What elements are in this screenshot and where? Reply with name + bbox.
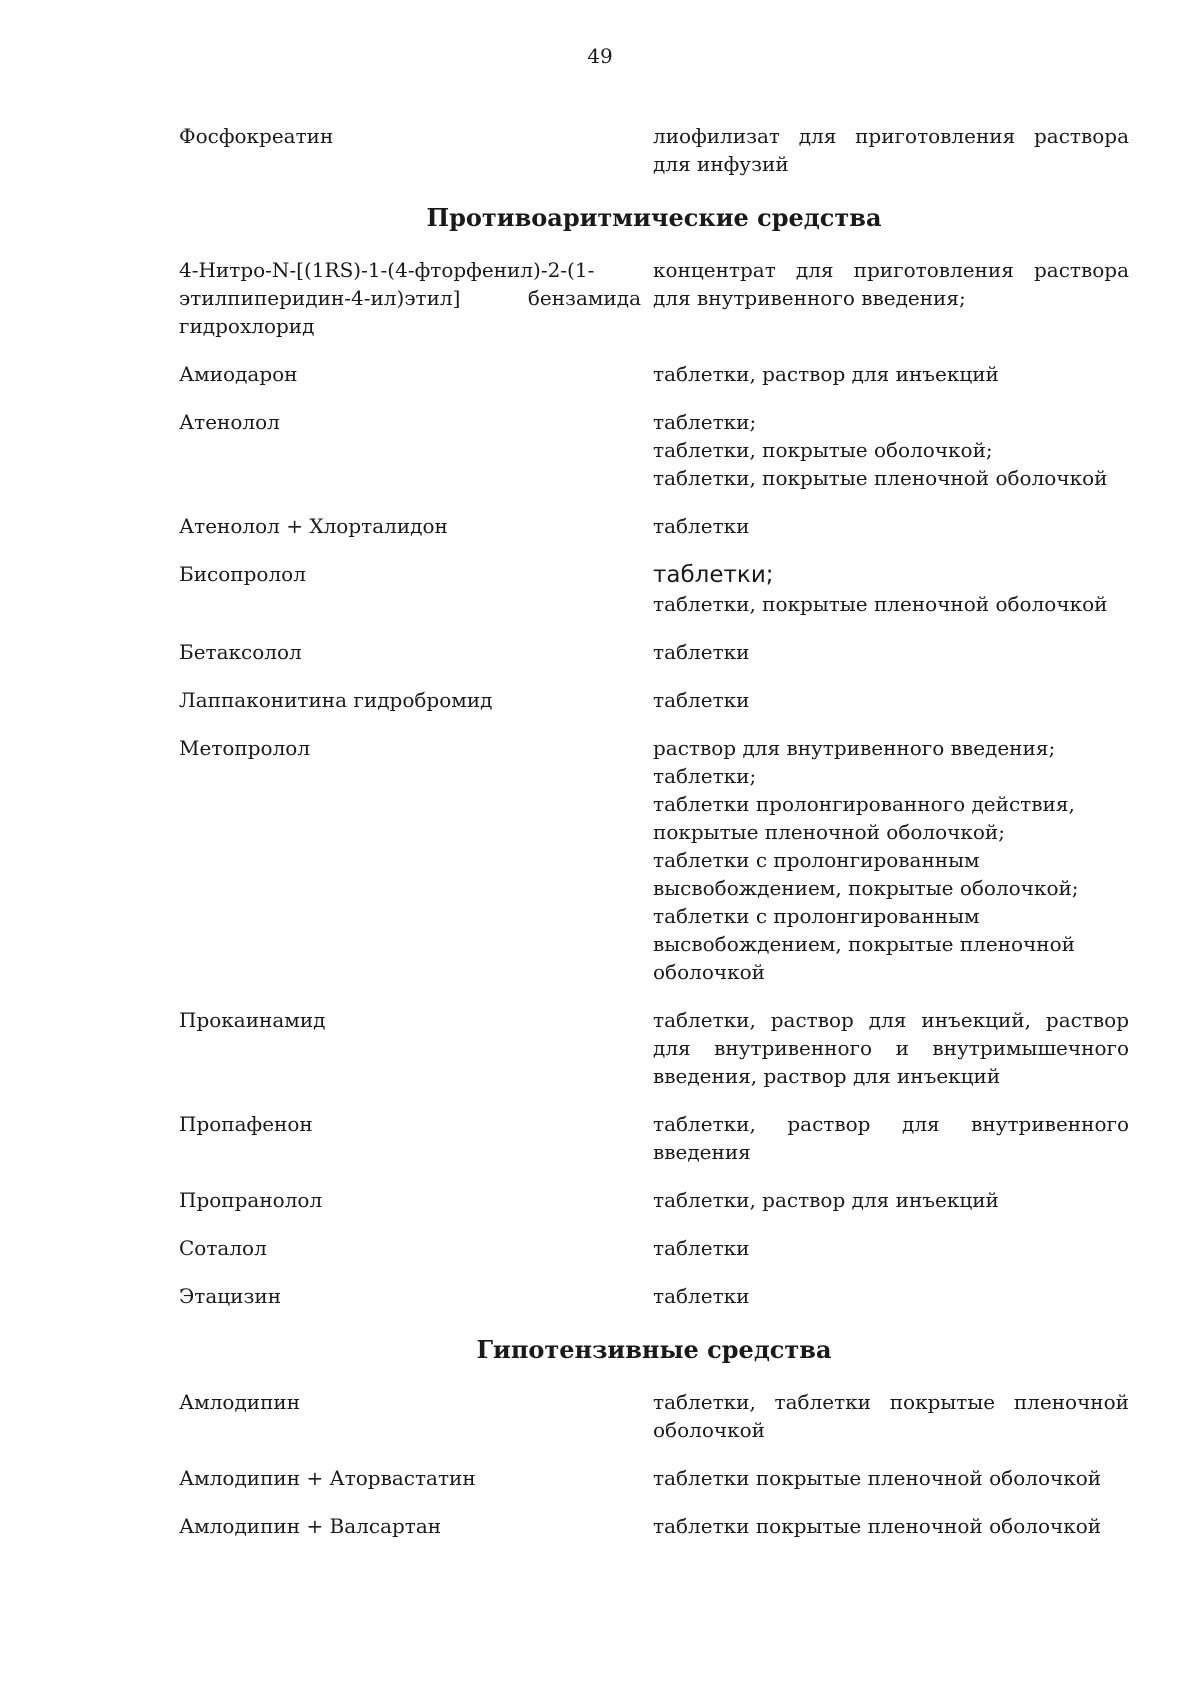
- drug-form: высвобождением, покрытые пленочной: [653, 932, 1076, 956]
- drug-name: Этацизин: [179, 1284, 282, 1308]
- drug-row-atenolol: [179, 408, 1129, 492]
- drug-name: Атенолол + Хлорталидон: [179, 514, 448, 538]
- drug-form: таблетки;: [653, 764, 757, 788]
- drug-row-amiodarone: [179, 360, 1129, 388]
- drug-row-amlodipine-valsartan: [179, 1512, 1129, 1540]
- drug-form: таблетки, покрытые оболочкой;: [653, 438, 993, 462]
- drug-row-metoprolol: [179, 734, 1129, 986]
- drug-row-amlodipine: [179, 1388, 1129, 1444]
- drug-forms: [653, 512, 1129, 540]
- drug-name: Пропранолол: [179, 1188, 323, 1212]
- drug-forms: [653, 1512, 1129, 1540]
- drug-row-atenolol-chlortalidone: [179, 512, 1129, 540]
- drug-row-lappaconitine: [179, 686, 1129, 714]
- drug-name: Метопролол: [179, 736, 311, 760]
- drug-row-nitro: [179, 256, 1129, 340]
- drug-name: Фосфокреатин: [179, 124, 334, 148]
- drug-form: таблетки;: [653, 410, 757, 434]
- drug-form: таблетки покрытые пленочной оболочкой: [653, 1514, 1102, 1538]
- drug-name: Лаппаконитина гидробромид: [179, 688, 493, 712]
- drug-name: Амлодипин + Аторвастатин: [179, 1466, 476, 1490]
- drug-form: таблетки: [653, 1236, 750, 1260]
- drug-form: таблетки: [653, 640, 750, 664]
- drug-form: таблетки, раствор для инъекций: [653, 1188, 999, 1212]
- drug-forms: [653, 360, 1129, 388]
- drug-name: Бетаксолол: [179, 640, 302, 664]
- drug-forms: [653, 256, 1129, 340]
- drug-form: раствор для внутривенного введения;: [653, 736, 1056, 760]
- drug-row-betaxolol: [179, 638, 1129, 666]
- drug-forms: [653, 122, 1129, 178]
- drug-form: концентрат для приготовления раствора для внутривенного введения;: [653, 258, 1129, 310]
- drug-form: таблетки;: [653, 562, 774, 588]
- drug-forms: [653, 1282, 1129, 1310]
- drug-forms: [653, 1186, 1129, 1214]
- drug-forms: [653, 686, 1129, 714]
- drug-forms: [653, 638, 1129, 666]
- drug-forms: [653, 1464, 1129, 1492]
- drug-forms: [653, 1110, 1129, 1166]
- drug-form: таблетки пролонгированного действия,: [653, 792, 1075, 816]
- drug-form: покрытые пленочной оболочкой;: [653, 820, 1005, 844]
- drug-name: Пропафенон: [179, 1112, 313, 1136]
- drug-form: таблетки, раствор для инъекций: [653, 362, 999, 386]
- drug-row-sotalol: [179, 1234, 1129, 1262]
- drug-row-phosphocreatine: [179, 122, 1129, 178]
- drug-form: оболочкой: [653, 960, 765, 984]
- drug-forms: [653, 1388, 1129, 1444]
- drug-name: Амиодарон: [179, 362, 298, 386]
- drug-forms: [653, 1234, 1129, 1262]
- drug-form: таблетки с пролонгированным: [653, 904, 980, 928]
- drug-forms: [653, 408, 1129, 492]
- drug-row-propranolol: [179, 1186, 1129, 1214]
- drug-name: Прокаинамид: [179, 1008, 326, 1032]
- drug-form: таблетки: [653, 688, 750, 712]
- drug-name: Атенолол: [179, 410, 280, 434]
- drug-forms: [653, 734, 1129, 986]
- drug-row-ethacizine: [179, 1282, 1129, 1310]
- drug-forms: [653, 1006, 1129, 1090]
- drug-form: таблетки, раствор для внутривенного введения: [653, 1112, 1129, 1164]
- drug-form: таблетки, покрытые пленочной оболочкой: [653, 592, 1108, 616]
- drug-name: Бисопролол: [179, 562, 306, 586]
- drug-form: таблетки с пролонгированным: [653, 848, 980, 872]
- drug-form: таблетки, таблетки покрытые пленочной оболочкой: [653, 1390, 1129, 1442]
- drug-row-propafenone: [179, 1110, 1129, 1166]
- section-heading-antiarrhythmic: Противоаритмические средства: [426, 203, 882, 232]
- drug-name: Соталол: [179, 1236, 267, 1260]
- drug-row-amlodipine-atorvastatin: [179, 1464, 1129, 1492]
- drug-list: [179, 122, 1129, 1540]
- drug-row-procainamide: [179, 1006, 1129, 1090]
- drug-row-bisoprolol: [179, 560, 1129, 618]
- drug-form: таблетки, покрытые пленочной оболочкой: [653, 466, 1108, 490]
- drug-name: 4-Нитро-N-[(1RS)-1-(4-фторфенил)-2-(1-этилпиперидин-4-ил)этил] бензамида гидрохлорид: [179, 258, 641, 338]
- drug-form: лиофилизат для приготовления раствора для инфузий: [653, 124, 1129, 176]
- drug-form: таблетки покрытые пленочной оболочкой: [653, 1466, 1102, 1490]
- drug-name: Амлодипин + Валсартан: [179, 1514, 442, 1538]
- drug-name: Амлодипин: [179, 1390, 301, 1414]
- drug-form: таблетки: [653, 1284, 750, 1308]
- drug-form: таблетки, раствор для инъекций, раствор для внутривенного и внутримышечного введения, раствор для инъекций: [653, 1008, 1129, 1088]
- page-number: 49: [587, 44, 613, 68]
- drug-form: таблетки: [653, 514, 750, 538]
- drug-forms: [653, 560, 1129, 618]
- drug-form: высвобождением, покрытые оболочкой;: [653, 876, 1079, 900]
- section-heading-antihypertensive: Гипотензивные средства: [476, 1335, 832, 1364]
